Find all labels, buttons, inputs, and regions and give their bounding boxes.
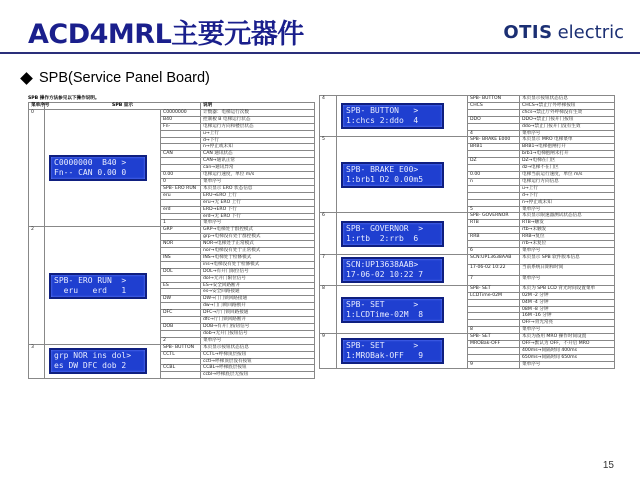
code-cell — [468, 227, 520, 234]
code-cell: 5 — [468, 206, 520, 213]
description-cell: 本页显示按钮状态信息 — [520, 96, 615, 103]
code-cell: 6 — [468, 247, 520, 254]
lcd-cell — [337, 137, 468, 213]
code-cell — [468, 199, 520, 206]
code-cell — [468, 313, 520, 320]
description-cell: ins→电梯没有处于检修模式 — [201, 261, 315, 268]
bullet-diamond-icon — [20, 72, 33, 85]
description-cell: u→上行 — [201, 130, 315, 137]
description-cell: 电梯运行速度，单位 m/s — [201, 172, 315, 179]
code-cell: 8 — [468, 327, 520, 334]
title-divider — [0, 52, 640, 54]
code-cell: 0 — [161, 178, 201, 185]
description-cell: GRP→电梯处于群控模式 — [201, 227, 315, 234]
code-cell: 0.00 — [161, 172, 201, 179]
code-cell — [161, 165, 201, 172]
description-cell: OFF→背光常亮 — [520, 320, 615, 327]
lcd-line: SPB- SET > — [346, 299, 419, 309]
code-cell: GRP — [161, 227, 201, 234]
spb-lcd-screen — [49, 273, 147, 299]
code-cell: MROBak-OFF — [468, 341, 520, 348]
description-cell: INS→电梯处于检修模式 — [201, 254, 315, 261]
code-cell: SPB- ERO RUN — [161, 185, 201, 192]
menu-number: 7 — [320, 254, 337, 285]
table-row — [320, 137, 615, 144]
code-cell: 7 — [468, 275, 520, 285]
lcd-line: SPB- SET > — [346, 340, 419, 350]
description-cell: NOR→电梯处于正常模式 — [201, 241, 315, 248]
description-cell: d→下行 — [201, 137, 315, 144]
spb-lcd-screen — [341, 257, 444, 283]
code-cell: ES — [161, 282, 201, 289]
description-cell: CCBL→呼梯底层按钮 — [201, 365, 315, 372]
lcd-line: SPB- GOVERNOR > — [346, 223, 424, 233]
lcd-cell — [45, 344, 161, 379]
code-cell — [468, 165, 520, 172]
code-cell: LCDTime-02M — [468, 292, 520, 299]
code-cell — [161, 261, 201, 268]
code-cell — [468, 151, 520, 158]
code-cell: CAN — [161, 151, 201, 158]
code-cell — [161, 248, 201, 255]
section-heading — [22, 70, 210, 86]
description-cell: nor→电梯没有处于正常模式 — [201, 248, 315, 255]
description-cell: BRB1→电梯抱闸打开 — [520, 144, 615, 151]
header-menu-no: 菜单序号 — [29, 103, 45, 110]
lcd-cell — [45, 109, 161, 226]
description-cell: dz→电梯不在门区 — [520, 165, 615, 172]
code-cell: C0000000 — [161, 109, 201, 116]
lcd-cell — [45, 227, 161, 344]
code-cell: 9 — [468, 361, 520, 368]
description-cell: u→上行 — [520, 185, 615, 192]
right-spb-table — [319, 95, 615, 369]
code-cell: eru — [161, 192, 201, 199]
spb-lcd-screen — [49, 348, 147, 374]
lcd-cell — [337, 96, 468, 137]
description-cell: DW→门门锁回路接通 — [201, 296, 315, 303]
code-cell: Fn- — [161, 123, 201, 130]
description-cell: brb1→电梯抱闸未打开 — [520, 151, 615, 158]
slide-title: ACD4MRL主要元器件 — [28, 19, 304, 50]
menu-number: 2 — [29, 227, 45, 344]
description-cell: 650ms→间隔时间 650ms — [520, 354, 615, 361]
left-spb-table — [28, 102, 315, 379]
description-cell: d→下行 — [520, 192, 615, 199]
description-cell: dol→无开门限位信号 — [201, 275, 315, 282]
table-row — [320, 254, 615, 264]
code-cell: B40 — [161, 116, 201, 123]
code-cell: DZ — [468, 158, 520, 165]
description-cell: n→停止或未知 — [201, 144, 315, 151]
code-cell: 17-06-02 10:22 — [468, 265, 520, 275]
code-cell: SPB- SET — [468, 285, 520, 292]
code-cell — [468, 320, 520, 327]
code-cell: DOB — [161, 324, 201, 331]
lcd-line: SPB- ERO RUN > — [54, 275, 127, 285]
description-cell: es→安全回路接通 — [201, 289, 315, 296]
lcd-line: Fn-- CAN 0.00 0 — [54, 168, 127, 178]
section-heading-text: SPB(Service Panel Board) — [39, 70, 210, 86]
table-row — [320, 96, 615, 103]
menu-number: 5 — [320, 137, 337, 213]
description-cell: 本页为 SPB LCD 背光时间设置菜单 — [520, 285, 615, 292]
spb-lcd-screen — [341, 297, 444, 323]
description-cell: rtb→未触发 — [520, 227, 615, 234]
code-cell — [468, 185, 520, 192]
description-cell: 菜单序号 — [201, 337, 315, 344]
table-row — [320, 334, 615, 341]
description-cell: 400ms→间隔时间 400ms — [520, 348, 615, 355]
code-cell — [161, 144, 201, 151]
description-cell: 菜单序号 — [520, 130, 615, 137]
code-cell — [468, 192, 520, 199]
description-cell: dw→门门锁回路断开 — [201, 303, 315, 310]
code-cell: 0.00 — [468, 171, 520, 178]
description-cell: ERD→ERO 下行 — [201, 206, 315, 213]
code-cell — [468, 109, 520, 116]
code-cell: 2 — [161, 337, 201, 344]
code-cell — [468, 354, 520, 361]
code-cell — [161, 234, 201, 241]
description-cell: DZ→电梯在门区 — [520, 158, 615, 165]
page-number: 15 — [602, 460, 614, 471]
table-row — [29, 109, 315, 116]
logo-sub: electric — [557, 21, 624, 43]
code-cell: erd — [161, 206, 201, 213]
description-cell: RRB→复位 — [520, 234, 615, 241]
description-cell: 04M -4 分钟 — [520, 299, 615, 306]
description-cell: 16M -16 分钟 — [520, 313, 615, 320]
lcd-cell — [337, 254, 468, 285]
description-cell: cctl→呼梯顶层没有按钮 — [201, 358, 315, 365]
lcd-cell — [337, 334, 468, 369]
lcd-line: es DW DFC dob 2 — [54, 361, 127, 371]
description-cell: 菜单序号 — [520, 275, 615, 285]
lcd-line: 1:rtb 2:rrb 6 — [346, 233, 419, 243]
menu-number: 8 — [320, 285, 337, 333]
code-cell: DOL — [161, 268, 201, 275]
description-cell: 本页显示 ERO 状态信息 — [201, 185, 315, 192]
description-cell: 02M -2 分钟 — [520, 292, 615, 299]
lcd-line: 1:MROBak-OFF 9 — [346, 350, 424, 360]
description-cell: ccbl→呼梯底层无按钮 — [201, 372, 315, 379]
code-cell: SPB- BUTTON — [468, 96, 520, 103]
description-cell: CAN 通讯状态 — [201, 151, 315, 158]
code-cell: CHCS — [468, 102, 520, 109]
description-cell: DDO→禁止门按开门按钮 — [520, 116, 615, 123]
spb-lcd-screen — [341, 221, 444, 247]
code-cell: n — [468, 178, 520, 185]
description-cell: 电梯当前运行速度，单位 m/s — [520, 171, 615, 178]
lcd-line: 1:LCDTime-02M 8 — [346, 309, 424, 319]
code-cell: DFC — [161, 310, 201, 317]
description-cell: ddo→禁止门按开门没有生效 — [520, 123, 615, 130]
code-cell — [161, 199, 201, 206]
description-cell: n→停止或未知 — [520, 199, 615, 206]
code-cell — [468, 123, 520, 130]
table-row — [29, 344, 315, 351]
description-cell: dob→无开门按钮信号 — [201, 330, 315, 337]
lcd-cell — [337, 213, 468, 254]
description-cell: 本页显示限速器测试状态信息 — [520, 213, 615, 220]
code-cell — [161, 275, 201, 282]
lcd-line: SPB- BRAKE E00> — [346, 164, 419, 174]
lcd-line: C0000000 B40 > — [54, 158, 127, 168]
lcd-line: 17-06-02 10:22 7 — [346, 269, 424, 279]
menu-number: 3 — [29, 344, 45, 379]
description-cell: CAN→通讯正常 — [201, 158, 315, 165]
lcd-line: SCN:UP13638AAB> — [346, 259, 419, 269]
table-row — [320, 285, 615, 292]
code-cell — [161, 289, 201, 296]
lcd-line: SPB- BUTTON > — [346, 106, 419, 116]
code-cell — [161, 303, 201, 310]
code-cell — [468, 241, 520, 248]
code-cell — [468, 348, 520, 355]
table-row — [29, 227, 315, 234]
code-cell: CCTL — [161, 351, 201, 358]
code-cell — [161, 358, 201, 365]
description-cell: 菜单序号 — [520, 361, 615, 368]
code-cell: BRB1 — [468, 144, 520, 151]
lcd-line: 1:chcs 2:ddo 4 — [346, 116, 419, 126]
description-cell: 菜单序号 — [201, 178, 315, 185]
code-cell: RTB — [468, 220, 520, 227]
description-cell: 计数器：电梯运行次数 — [201, 109, 315, 116]
description-cell: CCTL→呼梯顶层按钮 — [201, 351, 315, 358]
spb-lcd-screen — [341, 338, 444, 364]
code-cell: RRB — [468, 234, 520, 241]
spb-lcd-screen — [341, 103, 444, 129]
left-table-caption: SPB 操作方法参见以下操作说明。 — [28, 96, 100, 101]
code-cell — [161, 137, 201, 144]
header-spb-display: SPB 显示 — [45, 103, 201, 110]
code-cell: SPB- BRAKE E000 — [468, 137, 520, 144]
description-cell: grp→电梯没有处于群控模式 — [201, 234, 315, 241]
description-cell: eru→无 ERO 上行 — [201, 199, 315, 206]
code-cell: CCBL — [161, 365, 201, 372]
description-cell: rrb→未复位 — [520, 241, 615, 248]
menu-number: 6 — [320, 213, 337, 254]
description-cell: 本页为备用 MRO 操作时间设置 — [520, 334, 615, 341]
code-cell — [468, 306, 520, 313]
menu-number: 0 — [29, 109, 45, 226]
otis-logo — [503, 20, 624, 44]
code-cell — [161, 130, 201, 137]
lcd-cell — [337, 285, 468, 333]
description-cell: 本页显示 SPB 软件版本信息 — [520, 254, 615, 264]
lcd-line: eru erd 1 — [54, 285, 127, 295]
description-cell: RTB→触发 — [520, 220, 615, 227]
spb-lcd-screen — [49, 155, 147, 181]
description-cell: OFF→默认为 OFF，不开启 MRO — [520, 341, 615, 348]
code-cell — [161, 372, 201, 379]
description-cell: 电梯运行方向信息 — [520, 178, 615, 185]
code-cell — [161, 213, 201, 220]
spb-lcd-screen — [341, 162, 444, 188]
code-cell: SCN:UP13638AAB — [468, 254, 520, 264]
code-cell: SPB- GOVERNOR — [468, 213, 520, 220]
code-cell: INS — [161, 254, 201, 261]
menu-number: 4 — [320, 96, 337, 137]
description-cell: ES→安全回路断开 — [201, 282, 315, 289]
description-cell: chcs→禁止厅外呼梯没有生效 — [520, 109, 615, 116]
description-cell: ERU→ERO 上行 — [201, 192, 315, 199]
menu-number: 9 — [320, 334, 337, 369]
code-cell: DDO — [468, 116, 520, 123]
description-cell: can→通讯异常 — [201, 165, 315, 172]
code-cell — [161, 317, 201, 324]
description-cell: 菜单序号 — [201, 220, 315, 227]
table-row — [320, 213, 615, 220]
left-table-body — [29, 103, 315, 379]
code-cell — [161, 330, 201, 337]
description-cell: 菜单序号 — [520, 327, 615, 334]
lcd-line: grp NOR ins dol> — [54, 351, 132, 361]
description-cell: erd→无 ERO 下行 — [201, 213, 315, 220]
description-cell: 当前系统日期和时间 — [520, 265, 615, 275]
description-cell: 控制板 B 电梯运行状态 — [201, 116, 315, 123]
description-cell: 菜单序号 — [520, 206, 615, 213]
code-cell: DW — [161, 296, 201, 303]
code-cell: SPB- SET — [468, 334, 520, 341]
code-cell — [468, 299, 520, 306]
code-cell: NOR — [161, 241, 201, 248]
description-cell: 本页显示按钮状态信息 — [201, 344, 315, 351]
left-table-header — [29, 103, 315, 110]
lcd-line: 1:brb1 D2 0.00m5 — [346, 174, 424, 184]
code-cell — [161, 158, 201, 165]
description-cell: 电梯运行方向和楼层状态 — [201, 123, 315, 130]
description-cell: 08M -8 分钟 — [520, 306, 615, 313]
logo-brand: OTIS — [503, 21, 553, 43]
description-cell: DOL→有开门限位信号 — [201, 268, 315, 275]
right-table-body — [320, 96, 615, 369]
description-cell: DFC→厅门锁回路接通 — [201, 310, 315, 317]
code-cell: 4 — [468, 130, 520, 137]
description-cell: 本页显示 MRO 电梯菜单 — [520, 137, 615, 144]
code-cell: 1 — [161, 220, 201, 227]
description-cell: dfc→厅门锁回路断开 — [201, 317, 315, 324]
description-cell: DOB→有开门按钮信号 — [201, 324, 315, 331]
description-cell: CHCS→禁止厅外呼梯按钮 — [520, 102, 615, 109]
description-cell: 菜单序号 — [520, 247, 615, 254]
header-description: 说明 — [201, 103, 315, 110]
code-cell: SPB- BUTTON — [161, 344, 201, 351]
